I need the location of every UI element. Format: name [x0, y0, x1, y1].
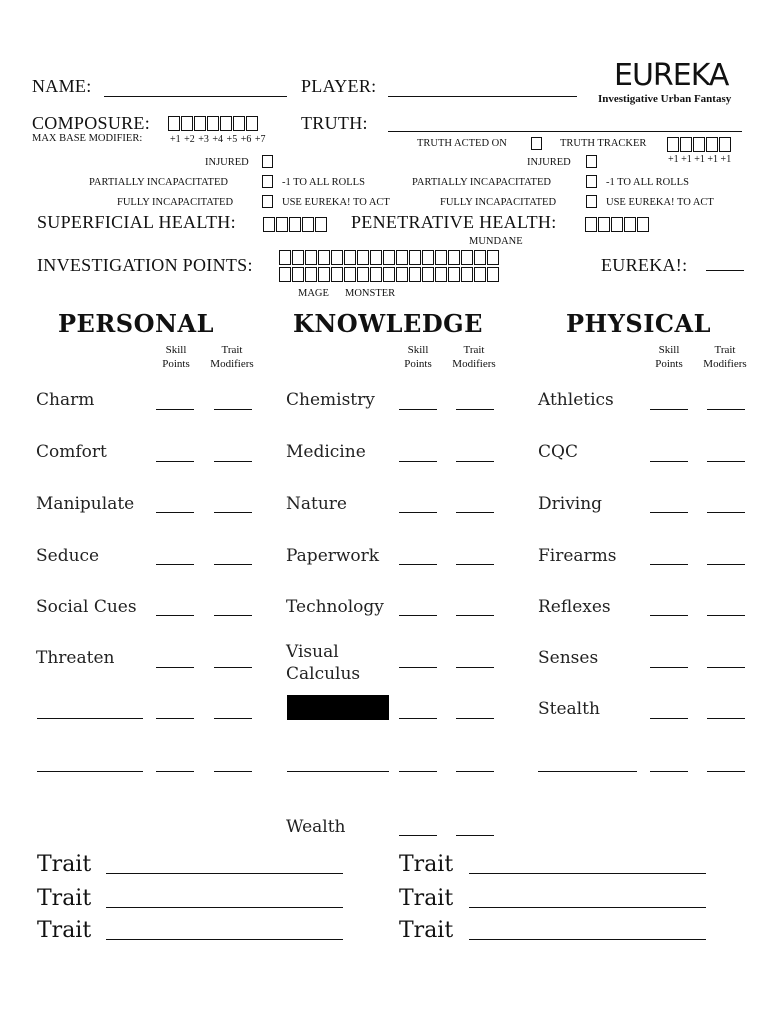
- superficial-health-boxes[interactable]: [263, 215, 328, 233]
- truth-label: TRUTH:: [301, 113, 368, 133]
- blank-field[interactable]: [156, 718, 194, 719]
- truth-tracker-values: +1 +1 +1 +1 +1: [668, 154, 732, 165]
- blank-field[interactable]: [399, 461, 437, 462]
- blank-field[interactable]: [456, 512, 494, 513]
- skill-medicine: Medicine: [286, 442, 366, 462]
- trait-label: Trait: [37, 852, 92, 877]
- trait-label: Trait: [399, 918, 454, 943]
- blank-field[interactable]: [214, 409, 252, 410]
- blank-field[interactable]: [650, 512, 688, 513]
- blank-field[interactable]: [650, 771, 688, 772]
- physical-skill-points-head: Skill Points: [655, 344, 683, 370]
- blank-field[interactable]: [156, 771, 194, 772]
- trait-label: Trait: [37, 886, 92, 911]
- blank-field[interactable]: [707, 615, 745, 616]
- knowledge-custom-skill[interactable]: [287, 771, 389, 772]
- fully-effect-left: USE EUREKA! TO ACT: [282, 197, 390, 208]
- trait-field[interactable]: [469, 873, 706, 874]
- blank-field[interactable]: [156, 409, 194, 410]
- personal-skill-points-head: Skill Points: [162, 344, 190, 370]
- partial-label-right: PARTIALLY INCAPACITATED: [412, 177, 551, 188]
- blank-field[interactable]: [650, 409, 688, 410]
- blank-field[interactable]: [456, 461, 494, 462]
- blank-field[interactable]: [214, 461, 252, 462]
- trait-field[interactable]: [106, 907, 343, 908]
- blank-field[interactable]: [156, 461, 194, 462]
- blank-field[interactable]: [650, 615, 688, 616]
- trait-label: Trait: [37, 918, 92, 943]
- physical-custom-skill[interactable]: [538, 771, 637, 772]
- eureka-points-label: EUREKA!:: [601, 255, 688, 275]
- blank-field[interactable]: [399, 615, 437, 616]
- wealth-label: Wealth: [286, 817, 346, 837]
- personal-heading: PERSONAL: [58, 309, 214, 338]
- skill-cqc: CQC: [538, 442, 578, 462]
- blank-field[interactable]: [456, 667, 494, 668]
- physical-trait-mod-head: Trait Modifiers: [703, 344, 747, 370]
- blank-field[interactable]: [214, 667, 252, 668]
- blank-field[interactable]: [707, 718, 745, 719]
- composure-label: COMPOSURE:: [32, 113, 151, 133]
- blank-field[interactable]: [399, 667, 437, 668]
- partial-effect-left: -1 TO ALL ROLLS: [282, 177, 365, 188]
- blank-field[interactable]: [456, 564, 494, 565]
- mundane-label: MUNDANE: [469, 236, 523, 247]
- player-label: PLAYER:: [301, 76, 377, 96]
- skill-chemistry: Chemistry: [286, 390, 375, 410]
- injured-box-right[interactable]: [586, 155, 597, 168]
- mage-label: MAGE: [298, 288, 329, 299]
- blank-field[interactable]: [399, 512, 437, 513]
- wealth-points-field[interactable]: [399, 835, 437, 836]
- eureka-points-field[interactable]: [706, 270, 744, 271]
- skill-driving: Driving: [538, 494, 603, 514]
- blank-field[interactable]: [707, 667, 745, 668]
- injured-box-left[interactable]: [262, 155, 273, 168]
- wealth-modifier-field[interactable]: [456, 835, 494, 836]
- blank-field[interactable]: [399, 564, 437, 565]
- skill-charm: Charm: [36, 390, 95, 410]
- name-label: NAME:: [32, 76, 92, 96]
- skill-visual: Visual: [286, 642, 339, 662]
- truth-field[interactable]: [388, 131, 742, 132]
- skill-stealth: Stealth: [538, 699, 600, 719]
- fully-box-left[interactable]: [262, 195, 273, 208]
- blank-field[interactable]: [456, 409, 494, 410]
- penetrative-health-label: PENETRATIVE HEALTH:: [351, 212, 557, 232]
- blank-field[interactable]: [399, 771, 437, 772]
- skill-social-cues: Social Cues: [36, 597, 137, 617]
- fully-label-left: FULLY INCAPACITATED: [117, 197, 234, 208]
- trait-label: Trait: [399, 886, 454, 911]
- trait-field[interactable]: [106, 873, 343, 874]
- partial-label-left: PARTIALLY INCAPACITATED: [89, 177, 228, 188]
- skill-comfort: Comfort: [36, 442, 107, 462]
- knowledge-heading: KNOWLEDGE: [293, 309, 483, 338]
- personal-custom-skill-1[interactable]: [37, 718, 143, 719]
- knowledge-skill-points-head: Skill Points: [404, 344, 432, 370]
- blank-field[interactable]: [156, 615, 194, 616]
- knowledge-trait-mod-head: Trait Modifiers: [452, 344, 496, 370]
- truth-acted-on-label: TRUTH ACTED ON: [417, 138, 507, 149]
- blank-field[interactable]: [707, 512, 745, 513]
- blank-field[interactable]: [650, 564, 688, 565]
- fully-box-right[interactable]: [586, 195, 597, 208]
- truth-tracker-label: TRUTH TRACKER: [560, 138, 647, 149]
- blank-field[interactable]: [156, 667, 194, 668]
- blank-field[interactable]: [214, 512, 252, 513]
- investigation-points-label: INVESTIGATION POINTS:: [37, 255, 253, 275]
- skill-calculus: Calculus: [286, 664, 361, 684]
- blank-field[interactable]: [650, 461, 688, 462]
- blank-field[interactable]: [707, 409, 745, 410]
- truth-acted-on-box[interactable]: [531, 137, 542, 150]
- investigation-boxes[interactable]: [279, 248, 500, 282]
- blank-field[interactable]: [399, 409, 437, 410]
- name-field[interactable]: [104, 96, 287, 97]
- blank-field[interactable]: [456, 718, 494, 719]
- blank-field[interactable]: [156, 512, 194, 513]
- skill-technology: Technology: [286, 597, 384, 617]
- blank-field[interactable]: [456, 771, 494, 772]
- physical-heading: PHYSICAL: [566, 309, 712, 338]
- fully-effect-right: USE EUREKA! TO ACT: [606, 197, 714, 208]
- player-field[interactable]: [388, 96, 577, 97]
- trait-field[interactable]: [106, 939, 343, 940]
- skill-paperwork: Paperwork: [286, 546, 380, 566]
- eureka-logo: EUREKA: [614, 58, 729, 93]
- truth-tracker-boxes[interactable]: [667, 135, 732, 153]
- skill-reflexes: Reflexes: [538, 597, 611, 617]
- blank-field[interactable]: [456, 615, 494, 616]
- injured-label-left: INJURED: [205, 157, 249, 168]
- monster-label: MONSTER: [345, 288, 396, 299]
- max-base-values: +1 +2 +3 +4 +5 +6 +7: [170, 134, 266, 145]
- logo-subtitle: Investigative Urban Fantasy: [598, 93, 732, 105]
- blank-field[interactable]: [707, 461, 745, 462]
- superficial-health-label: SUPERFICIAL HEALTH:: [37, 212, 236, 232]
- blank-field[interactable]: [707, 771, 745, 772]
- skill-senses: Senses: [538, 648, 599, 668]
- trait-field[interactable]: [469, 907, 706, 908]
- redacted-skill: [287, 695, 389, 720]
- composure-boxes[interactable]: [168, 114, 259, 132]
- blank-field[interactable]: [650, 667, 688, 668]
- blank-field[interactable]: [650, 718, 688, 719]
- blank-field[interactable]: [214, 771, 252, 772]
- skill-threaten: Threaten: [36, 648, 115, 668]
- fully-label-right: FULLY INCAPACITATED: [440, 197, 557, 208]
- personal-trait-mod-head: Trait Modifiers: [210, 344, 254, 370]
- partial-box-right[interactable]: [586, 175, 597, 188]
- blank-field[interactable]: [707, 564, 745, 565]
- skill-nature: Nature: [286, 494, 347, 514]
- penetrative-health-boxes[interactable]: [585, 215, 650, 233]
- skill-manipulate: Manipulate: [36, 494, 135, 514]
- blank-field[interactable]: [214, 615, 252, 616]
- trait-label: Trait: [399, 852, 454, 877]
- max-base-label: MAX BASE MODIFIER:: [32, 133, 143, 144]
- partial-effect-right: -1 TO ALL ROLLS: [606, 177, 689, 188]
- skill-firearms: Firearms: [538, 546, 617, 566]
- skill-athletics: Athletics: [538, 390, 614, 410]
- injured-label-right: INJURED: [527, 157, 571, 168]
- personal-custom-skill-2[interactable]: [37, 771, 143, 772]
- skill-seduce: Seduce: [36, 546, 100, 566]
- blank-field[interactable]: [399, 718, 437, 719]
- partial-box-left[interactable]: [262, 175, 273, 188]
- trait-field[interactable]: [469, 939, 706, 940]
- blank-field[interactable]: [214, 564, 252, 565]
- blank-field[interactable]: [156, 564, 194, 565]
- blank-field[interactable]: [214, 718, 252, 719]
